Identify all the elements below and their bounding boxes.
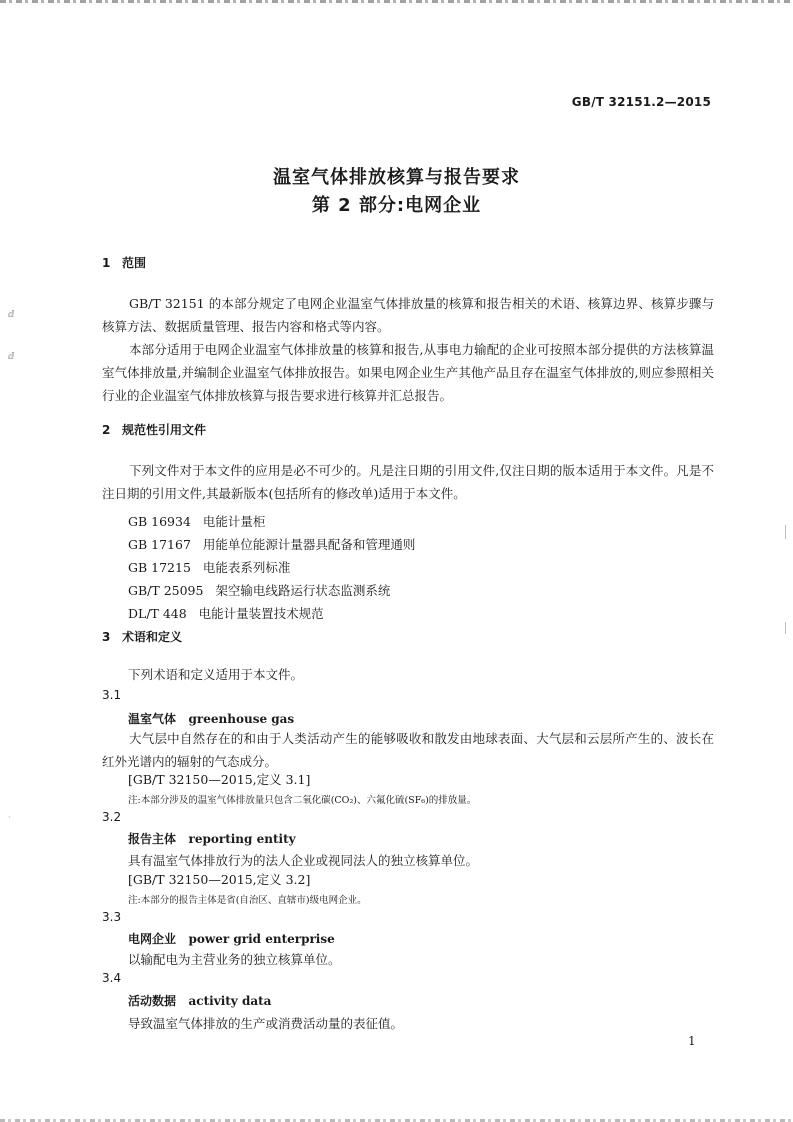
scan-speck: ⅆ [8,310,15,320]
term-number: 3.2 [102,810,122,824]
term-title: 温室气体 greenhouse gas [128,712,295,726]
term-note: 注:本部分涉及的温室气体排放量只包含二氧化碳(CO₂)、六氟化硫(SF₆)的排放量。 [128,795,477,806]
reference-item: DL/T 448 电能计量装置技术规范 [128,606,324,621]
section-title: 术语和定义 [122,630,183,644]
terms-intro: 下列术语和定义适用于本文件。 [128,667,304,682]
reference-item: GB/T 25095 架空输电线路运行状态监测系统 [128,583,391,598]
scope-paragraph-2: 本部分适用于电网企业温室气体排放量的核算和报告,从事电力输配的企业可按照本部分提供的方法核算温室气体排放量,并编制企业温室气体排放报告。如果电网企业生产其他产品且存在温室气体排放的,则应参照相关行业的企业温室气体排放核算与报告要求进行核算并汇总报告。 [102,342,714,403]
term-title: 活动数据 activity data [128,994,272,1008]
references-intro: 下列文件对于本文件的应用是必不可少的。凡是注日期的引用文件,仅注日期的版本适用于本文件。凡是不注日期的引用文件,其最新版本(包括所有的修改单)适用于本文件。 [102,463,714,501]
scan-edge-mark [785,525,786,539]
scope-paragraph-1: GB/T 32151 的本部分规定了电网企业温室气体排放量的核算和报告相关的术语、核算边界、核算步骤与核算方法、数据质量管理、报告内容和格式等内容。 [102,296,714,334]
term-definition: 大气层中自然存在的和由于人类活动产生的能够吸收和散发由地球表面、大气层和云层所产生的、波长在红外光谱内的辐射的气态成分。 [102,731,714,769]
document-subtitle: 第 2 部分:电网企业 [311,195,482,216]
term-source: [GB/T 32150—2015,定义 3.2] [128,872,311,887]
term-number: 3.1 [102,688,122,702]
scan-top-border [0,0,793,3]
reference-item: GB 17215 电能表系列标准 [128,560,291,575]
standard-number: GB/T 32151.2—2015 [571,95,711,109]
term-title: 电网企业 power grid enterprise [128,932,335,946]
section-title: 规范性引用文件 [122,423,207,437]
term-title: 报告主体 reporting entity [128,832,296,846]
section-heading-terms [102,628,182,645]
scan-edge-mark [785,622,786,634]
term-definition: 导致温室气体排放的生产或消费活动量的表征值。 [128,1016,404,1031]
section-heading-normative-references [102,421,206,438]
section-number: 2 [102,423,111,437]
section-heading-scope [102,254,146,271]
reference-item: GB 16934 电能计量柜 [128,514,266,529]
term-number: 3.4 [102,971,122,985]
page-number: 1 [688,1034,696,1048]
document-title: 温室气体排放核算与报告要求 [273,167,520,188]
section-number: 1 [102,256,111,270]
scan-speck: ⅆ [8,352,15,362]
reference-item: GB 17167 用能单位能源计量器具配备和管理通则 [128,537,416,552]
term-definition: 具有温室气体排放行为的法人企业或视同法人的独立核算单位。 [128,853,479,868]
term-number: 3.3 [102,910,122,924]
section-number: 3 [102,630,111,644]
term-source: [GB/T 32150—2015,定义 3.1] [128,772,311,787]
term-definition: 以输配电为主营业务的独立核算单位。 [128,952,341,967]
scan-speck: ˏ [8,809,11,819]
term-note: 注:本部分的报告主体是省(自治区、直辖市)级电网企业。 [128,895,367,906]
section-title: 范围 [122,256,147,270]
